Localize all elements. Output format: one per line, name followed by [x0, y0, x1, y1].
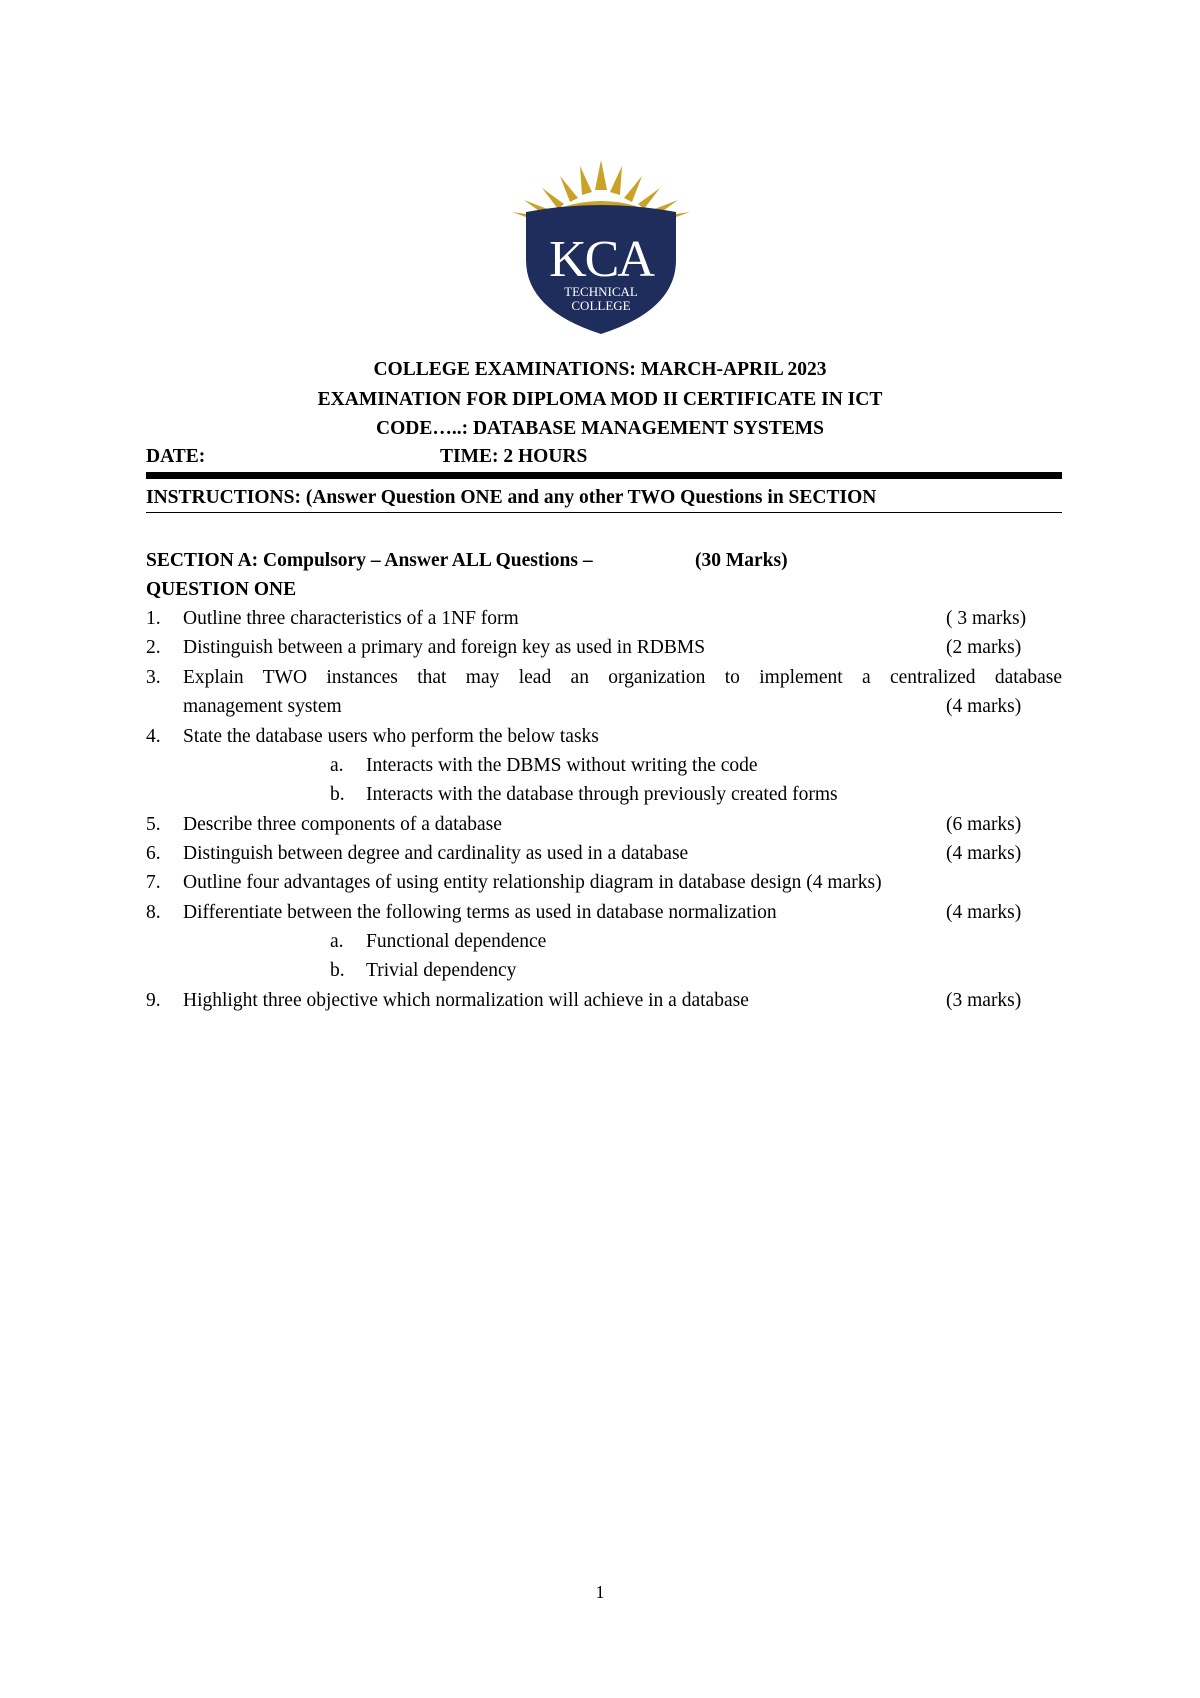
question-text: State the database users who perform the below tasks	[183, 726, 599, 747]
exam-title-line3: CODE…..: DATABASE MANAGEMENT SYSTEMS	[375, 418, 824, 439]
question-marks: (4 marks)	[946, 902, 1022, 923]
question-text-continued: management system	[183, 696, 342, 717]
sub-question-text: Interacts with the database through previously created forms	[366, 784, 838, 805]
sub-question-text: Functional dependence	[366, 931, 547, 952]
exam-title-line1: COLLEGE EXAMINATIONS: MARCH-APRIL 2023	[373, 359, 827, 380]
sub-question-label: a.	[330, 755, 344, 776]
sub-question-label: a.	[330, 931, 344, 952]
question-number: 6.	[146, 843, 161, 864]
question-number: 9.	[146, 990, 161, 1011]
question-marks: (3 marks)	[946, 990, 1022, 1011]
svg-text:COLLEGE: COLLEGE	[571, 298, 631, 313]
sub-question-text: Interacts with the DBMS without writing the code	[366, 755, 758, 776]
question-marks: (4 marks)	[946, 696, 1022, 717]
question-number: 1.	[146, 608, 161, 629]
sub-question-text: Trivial dependency	[366, 960, 517, 981]
question-text: Outline four advantages of using entity relationship diagram in database design (4 marks)	[183, 872, 882, 893]
question-number: 4.	[146, 726, 161, 747]
question-number: 7.	[146, 872, 161, 893]
sub-question-label: b.	[330, 784, 345, 805]
question-text: Highlight three objective which normalization will achieve in a database	[183, 990, 749, 1011]
time-label: TIME: 2 HOURS	[440, 446, 588, 467]
question-text: Distinguish between degree and cardinality as used in a database	[183, 843, 689, 864]
question-text: Explain TWO instances that may lead an organization to implement a centralized database	[183, 667, 1062, 688]
instructions: INSTRUCTIONS: (Answer Question ONE and any other TWO Questions in SECTION	[146, 487, 877, 508]
svg-text:TECHNICAL: TECHNICAL	[564, 284, 638, 299]
section-a-title: SECTION A: Compulsory – Answer ALL Questions –	[146, 550, 593, 571]
section-a-marks: (30 Marks)	[695, 550, 788, 571]
question-number: 3.	[146, 667, 161, 688]
thick-divider	[146, 472, 1062, 479]
svg-text:KCA: KCA	[549, 231, 653, 288]
exam-title-line2: EXAMINATION FOR DIPLOMA MOD II CERTIFICATE IN ICT	[317, 389, 883, 410]
sub-question-label: b.	[330, 960, 345, 981]
question-number: 5.	[146, 814, 161, 835]
shield-logo-icon	[510, 160, 692, 336]
question-text: Outline three characteristics of a 1NF form	[183, 608, 519, 629]
question-number: 2.	[146, 637, 161, 658]
question-marks: (2 marks)	[946, 637, 1022, 658]
question-number: 8.	[146, 902, 161, 923]
question-marks: ( 3 marks)	[946, 608, 1027, 629]
kca-logo	[510, 160, 692, 336]
page-number: 1	[595, 1582, 605, 1602]
question-text: Differentiate between the following terms as used in database normalization	[183, 902, 777, 923]
question-text: Describe three components of a database	[183, 814, 502, 835]
question-marks: (6 marks)	[946, 814, 1022, 835]
date-label: DATE:	[146, 446, 206, 467]
question-one-title: QUESTION ONE	[146, 579, 297, 600]
question-marks: (4 marks)	[946, 843, 1022, 864]
thin-divider	[146, 512, 1062, 513]
question-text: Distinguish between a primary and foreign key as used in RDBMS	[183, 637, 706, 658]
